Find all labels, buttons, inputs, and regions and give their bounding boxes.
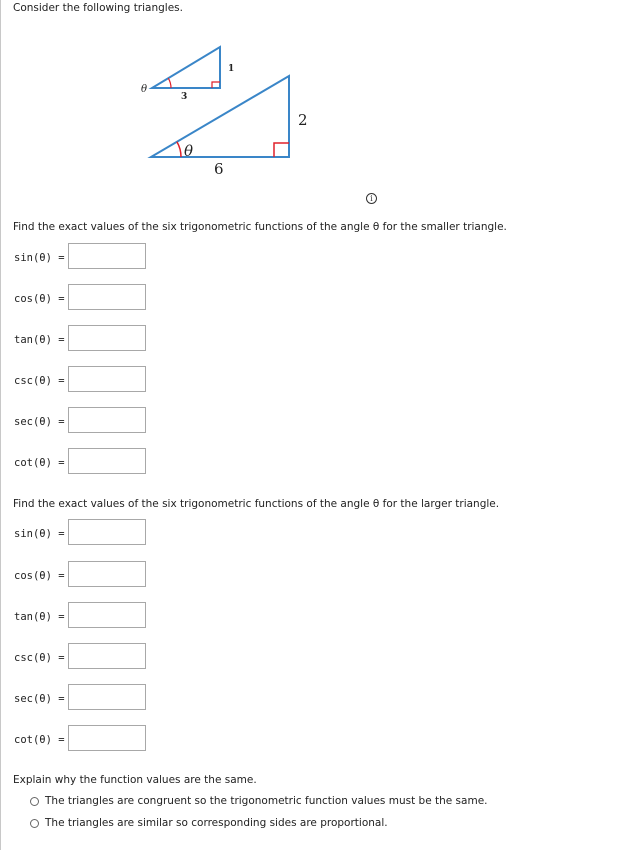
info-icon[interactable]: i: [366, 193, 377, 204]
small-adjacent-label: 3: [181, 92, 188, 102]
part2-csc-input[interactable]: [68, 643, 146, 669]
option-similar-label[interactable]: The triangles are similar so corresponding sides are proportional.: [45, 817, 388, 829]
part2-sec-label: sec(θ) =: [14, 693, 65, 705]
part2-csc-label: csc(θ) =: [14, 652, 65, 664]
part1-prompt: Find the exact values of the six trigonometric functions of the angle θ for the smaller triangle.: [13, 221, 507, 233]
large-adjacent-label: 6: [214, 160, 224, 178]
small-opposite-label: 1: [228, 64, 235, 74]
part2-cos-label: cos(θ) =: [14, 570, 65, 582]
large-triangle: [151, 76, 308, 178]
part2-cos-input[interactable]: [68, 561, 146, 587]
part1-cot-label: cot(θ) =: [14, 457, 65, 469]
part3-prompt: Explain why the function values are the same.: [13, 774, 257, 786]
part2-sin-label: sin(θ) =: [14, 528, 65, 540]
part1-csc-label: csc(θ) =: [14, 375, 65, 387]
part1-tan-label: tan(θ) =: [14, 334, 65, 346]
part1-sec-label: sec(θ) =: [14, 416, 65, 428]
small-triangle-edges: [152, 47, 220, 88]
part1-sin-label: sin(θ) =: [14, 252, 65, 264]
part1-sin-input[interactable]: [68, 243, 146, 269]
small-angle-arc: [168, 78, 171, 88]
small-angle-label: θ: [141, 84, 148, 95]
part1-sec-input[interactable]: [68, 407, 146, 433]
option-congruent-radio[interactable]: [30, 797, 39, 806]
part2-prompt: Find the exact values of the six trigonometric functions of the angle θ for the larger triangle.: [13, 498, 500, 510]
part1-csc-input[interactable]: [68, 366, 146, 392]
large-opposite-label: 2: [298, 111, 308, 129]
option-similar-radio[interactable]: [30, 819, 39, 828]
part1-tan-input[interactable]: [68, 325, 146, 351]
triangles-figure: [0, 0, 641, 185]
part2-cot-input[interactable]: [68, 725, 146, 751]
part2-sec-input[interactable]: [68, 684, 146, 710]
part2-tan-label: tan(θ) =: [14, 611, 65, 623]
part1-cos-input[interactable]: [68, 284, 146, 310]
part1-cot-input[interactable]: [68, 448, 146, 474]
small-triangle: [141, 47, 234, 102]
part2-sin-input[interactable]: [68, 519, 146, 545]
option-congruent-label[interactable]: The triangles are congruent so the trigonometric function values must be the same.: [45, 795, 488, 807]
large-right-angle-mark: [274, 143, 289, 157]
large-angle-label: θ: [184, 142, 194, 160]
part2-tan-input[interactable]: [68, 602, 146, 628]
large-angle-arc: [177, 142, 181, 157]
part1-cos-label: cos(θ) =: [14, 293, 65, 305]
intro-text: Consider the following triangles.: [13, 2, 183, 14]
part2-cot-label: cot(θ) =: [14, 734, 65, 746]
